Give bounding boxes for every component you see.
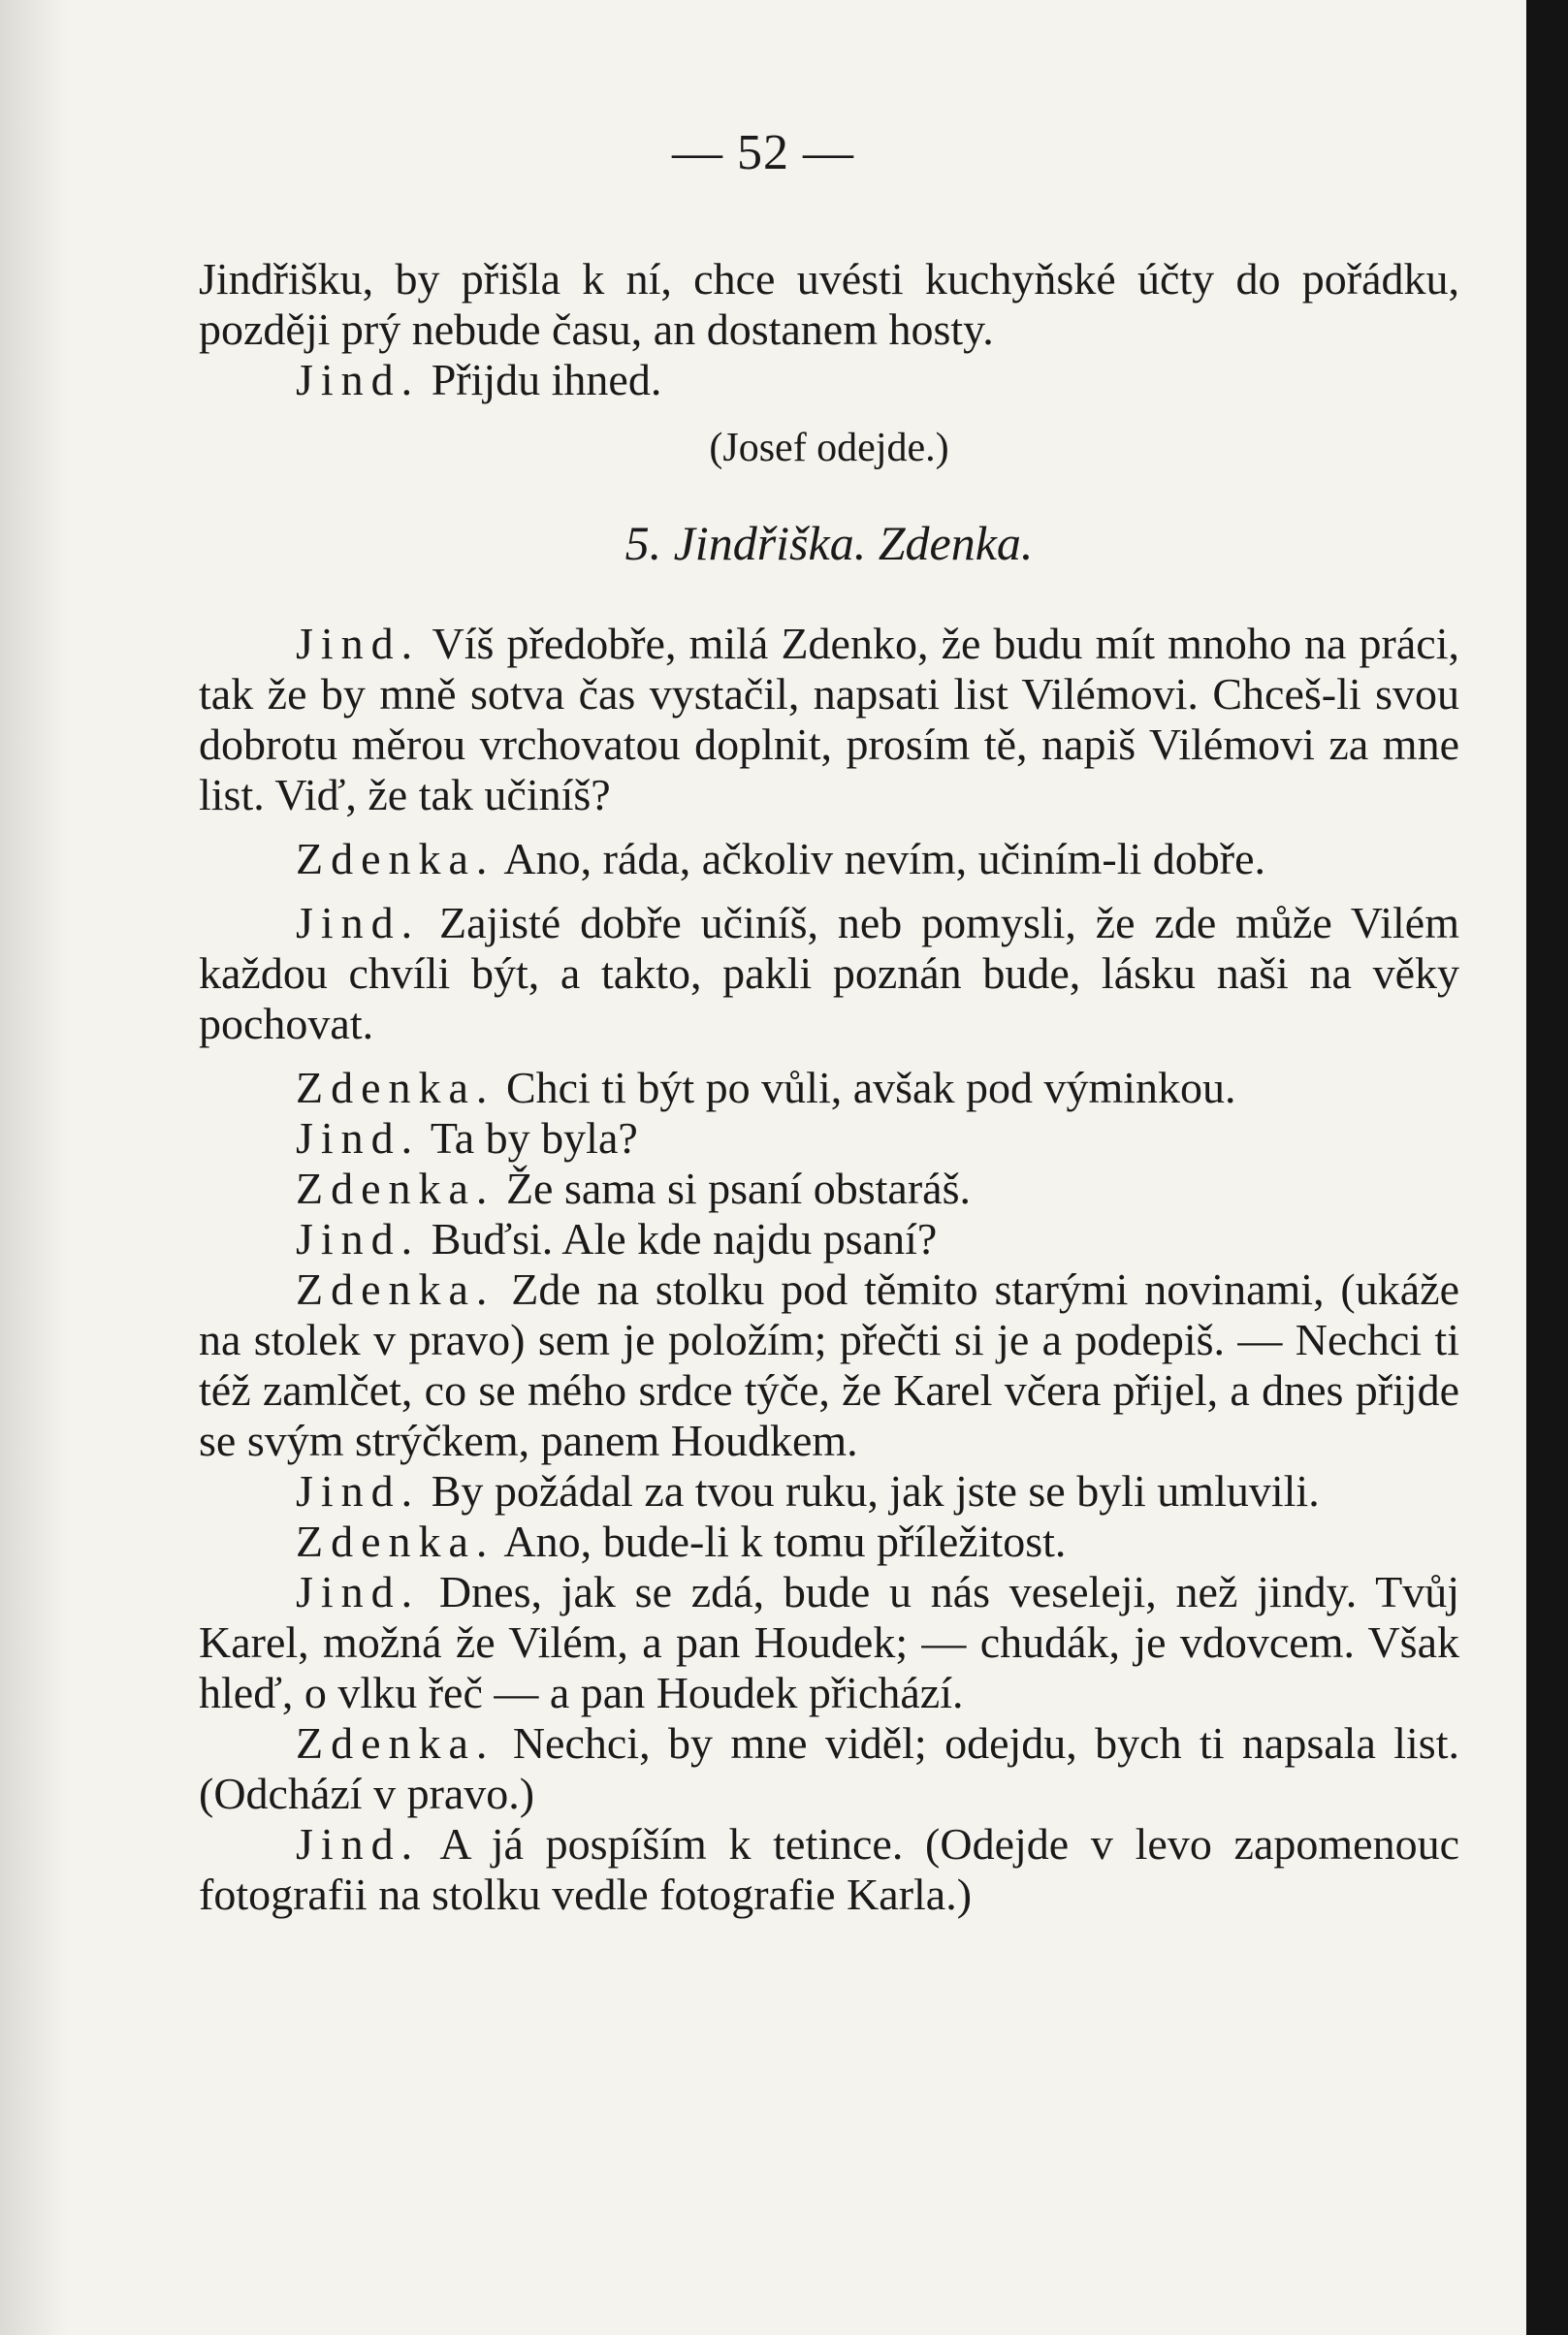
dialogue-text: Zde na stolku pod těmito starými novinami, (ukáže na stolek v pravo) sem je položím; přečti si je a podepiš. — Nechci ti též zamlčet, co se mého srdce týče, že Karel včera přijel, a dnes přijde se svým strýčkem, panem Houdkem. xyxy=(199,1264,1459,1465)
dialogue-line xyxy=(199,834,1459,884)
dialogue-line xyxy=(199,1819,1459,1920)
dialogue-line xyxy=(199,1264,1459,1466)
dialogue-line xyxy=(199,1466,1459,1517)
dialogue-text: Ano, bude-li k tomu příležitost. xyxy=(495,1517,1067,1566)
speaker-name: Zdenka. xyxy=(296,1063,496,1112)
speaker-name: Jind. xyxy=(296,1113,421,1163)
speaker-name: Jind. xyxy=(296,1466,421,1516)
dialogue-text: A já pospíším k tetince. (Odejde v levo zapomenouc fotografii na stolku vedle fotografie Karla.) xyxy=(199,1819,1459,1919)
dialogue-text: Nechci, by mne viděl; odejdu, bych ti napsala list. (Odchází v pravo.) xyxy=(199,1718,1459,1818)
dialogue-line xyxy=(199,1718,1459,1819)
dialogue-text: Ano, ráda, ačkoliv nevím, učiním-li dobře. xyxy=(495,834,1266,883)
paragraph xyxy=(199,254,1459,355)
stage-direction: (Josef odejde.) xyxy=(709,426,949,470)
scene-heading: 5. Jindřiška. Zdenka. xyxy=(624,516,1034,570)
dialogue-text: Víš předobře, milá Zdenko, že budu mít mnoho na práci, tak že by mně sotva čas vystačil, napsati list Vilémovi. Chceš-li svou dobrotu měrou vrchovatou doplnit, prosím tě, napiš Vilémovi za mne list. Viď, že tak učiníš? xyxy=(199,619,1459,819)
speaker-name: Jind. xyxy=(296,619,421,668)
dialogue-text: By požádal za tvou ruku, jak jste se byli umluvili. xyxy=(420,1466,1320,1516)
speaker-name: Zdenka. xyxy=(296,1164,496,1213)
dialogue-line xyxy=(199,898,1459,1049)
dialogue-text: Ta by byla? xyxy=(420,1113,638,1163)
speaker-name: Jind. xyxy=(296,1567,421,1616)
dialogue-line xyxy=(199,1164,1459,1214)
dialogue-line xyxy=(199,1517,1459,1567)
page-edge-shadow xyxy=(0,0,68,2335)
dialogue-line xyxy=(199,1113,1459,1164)
speaker-name: Zdenka. xyxy=(296,1517,496,1566)
speaker-name: Jind. xyxy=(296,898,421,947)
dialogue-text: Přijdu ihned. xyxy=(420,355,662,404)
speaker-name: Jind. xyxy=(296,355,421,404)
paragraph-text: Jindřišku, by přišla k ní, chce uvésti kuchyňské účty do pořádku, později prý nebude času, an dostanem hosty. xyxy=(199,254,1459,354)
speaker-name: Jind. xyxy=(296,1214,421,1263)
speaker-name: Zdenka. xyxy=(296,834,496,883)
dialogue-text: Že sama si psaní obstaráš. xyxy=(495,1164,971,1213)
speaker-name: Jind. xyxy=(296,1819,421,1869)
dialogue-line xyxy=(199,619,1459,820)
dialogue-line xyxy=(199,1567,1459,1718)
dialogue-line xyxy=(199,1214,1459,1264)
page-body xyxy=(199,254,1459,1920)
dialogue-text: Zajisté dobře učiníš, neb pomysli, že zde může Vilém každou chvíli být, a takto, pakli poznán bude, lásku naši na věky pochovat. xyxy=(199,898,1459,1048)
speaker-name: Zdenka. xyxy=(296,1718,496,1768)
dialogue-line xyxy=(199,355,1459,405)
speaker-name: Zdenka. xyxy=(296,1264,496,1314)
dialogue-text: Dnes, jak se zdá, bude u nás veseleji, než jindy. Tvůj Karel, možná že Vilém, a pan Houdek; — chudák, je vdovcem. Však hleď, o vlku řeč — a pan Houdek přichází. xyxy=(199,1567,1459,1717)
dialogue-line xyxy=(199,1063,1459,1113)
dialogue-text: Buďsi. Ale kde najdu psaní? xyxy=(420,1214,938,1263)
page-number: — 52 — xyxy=(672,125,854,180)
dialogue-text: Chci ti být po vůli, avšak pod výminkou. xyxy=(495,1063,1236,1112)
